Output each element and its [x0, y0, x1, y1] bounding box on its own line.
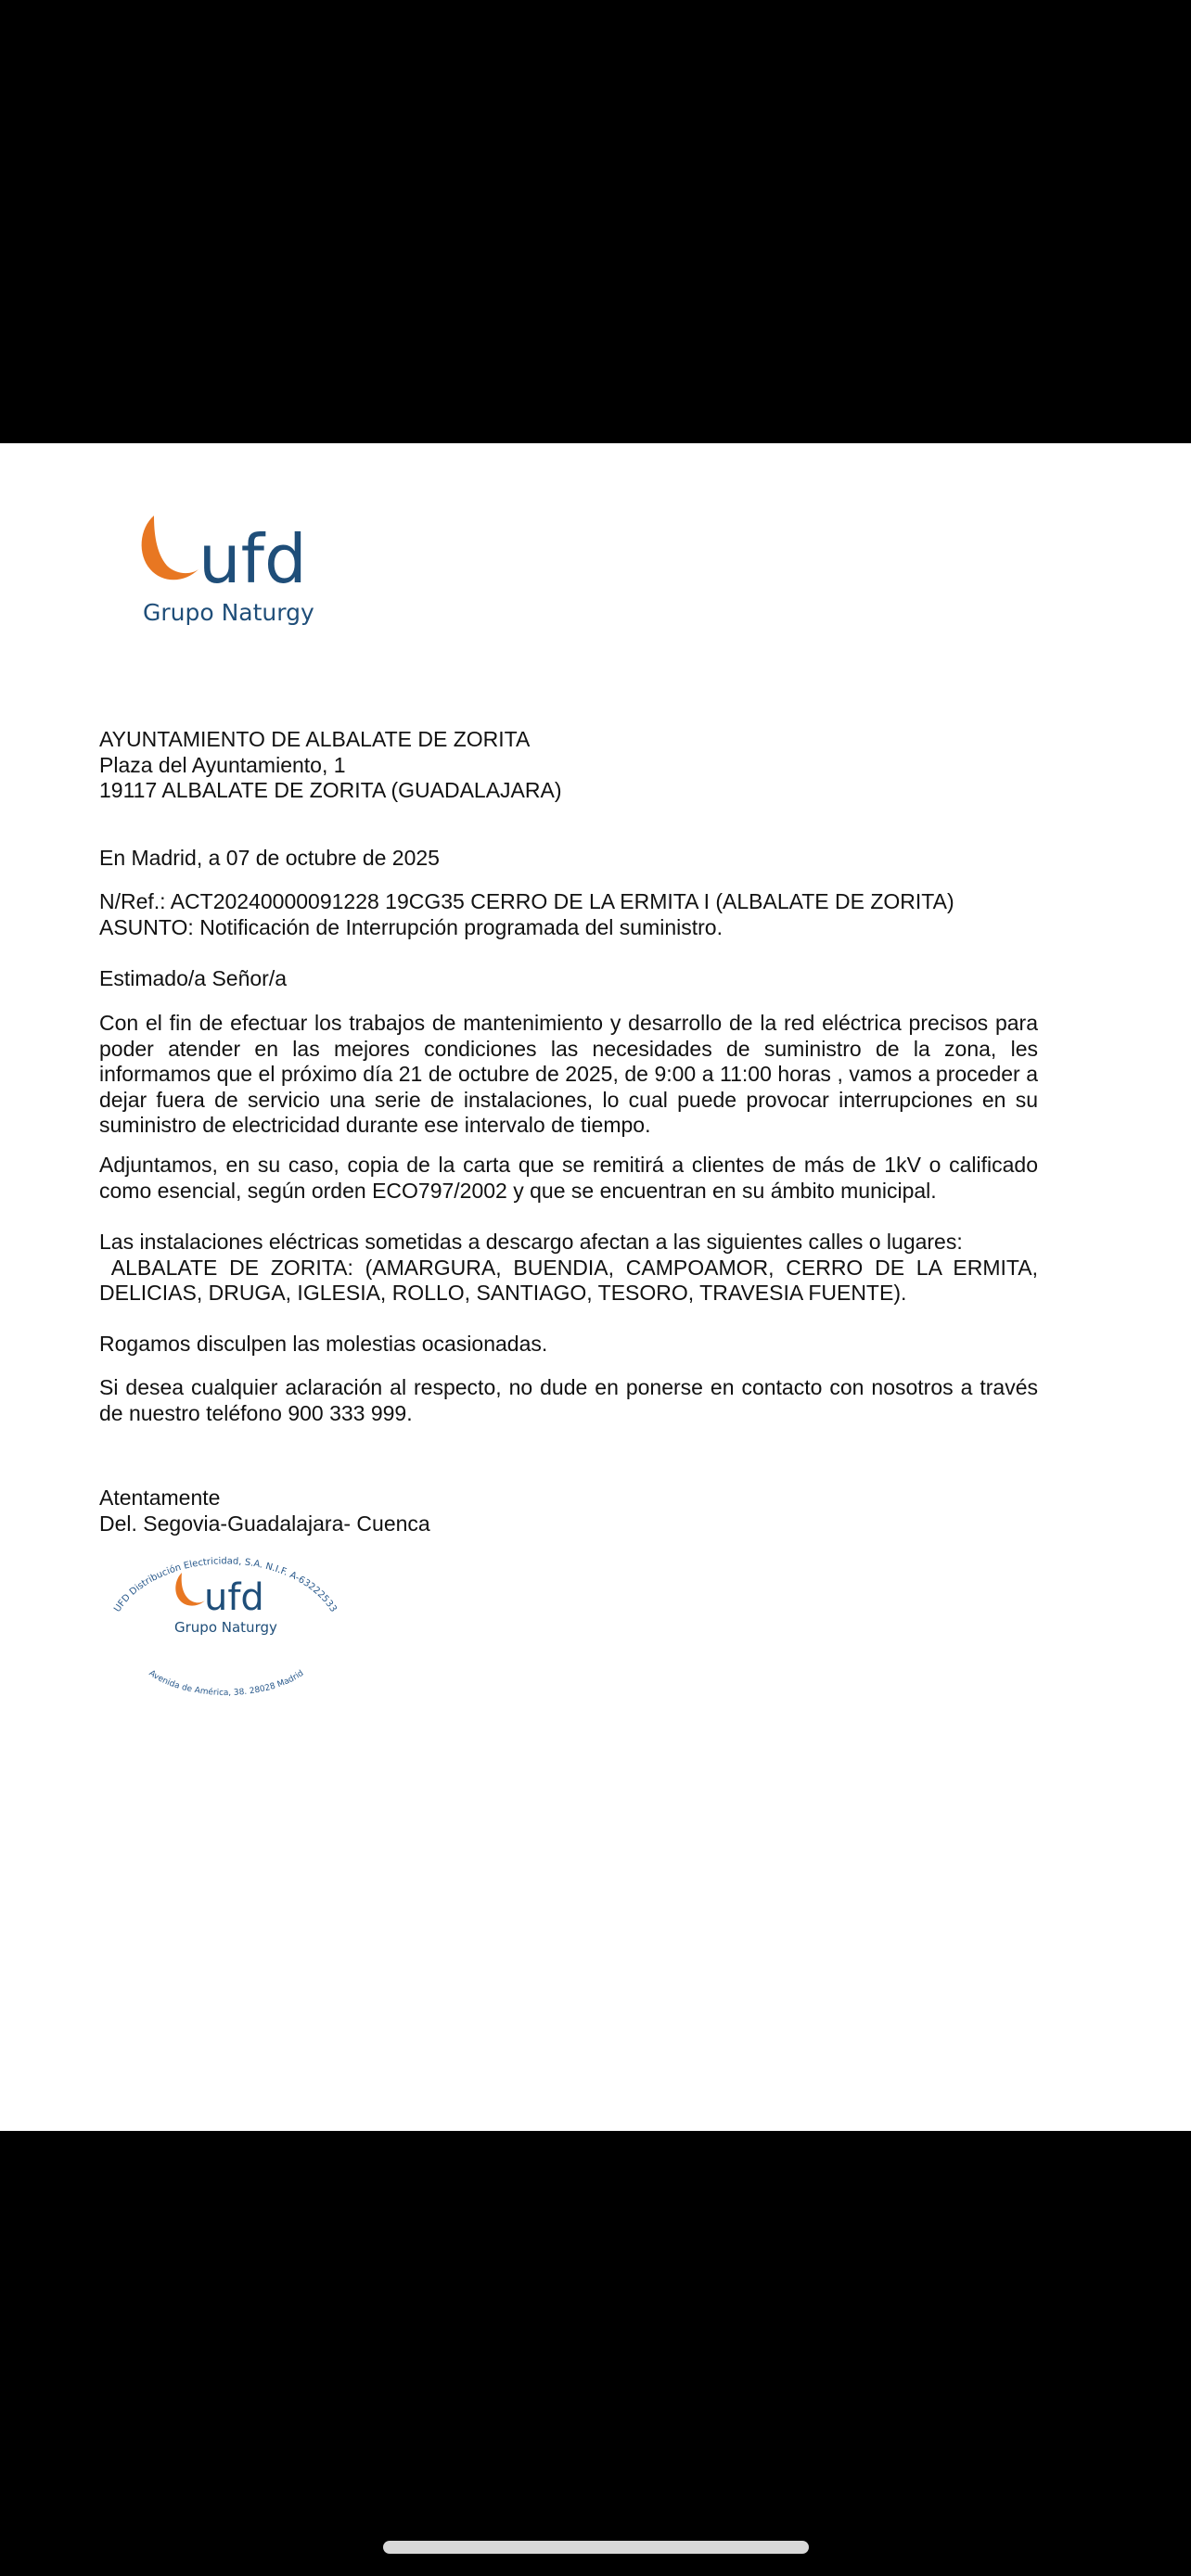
- body-paragraph-4: [99, 1332, 1038, 1358]
- logo-brand-text: ufd: [198, 520, 307, 598]
- greeting-text: Estimado/a Señor/a: [99, 966, 288, 990]
- closing-block: [99, 1486, 1038, 1537]
- stamp-tagline: Grupo Naturgy: [174, 1619, 277, 1636]
- stamp-brand-text: ufd: [204, 1576, 264, 1619]
- affected-streets-intro: Las instalaciones eléctricas sometidas a descargo afectan a las siguientes calles o lugares:: [99, 1230, 963, 1254]
- closing-department: Del. Segovia-Guadalajara- Cuenca: [99, 1511, 430, 1536]
- closing-salutation: Atentamente: [99, 1486, 221, 1510]
- body-paragraph-5: [99, 1375, 1038, 1426]
- recipient-name: AYUNTAMIENTO DE ALBALATE DE ZORITA: [99, 727, 531, 751]
- subject-line: ASUNTO: Notificación de Interrupción programada del suministro.: [99, 914, 723, 939]
- reference-line: N/Ref.: ACT20240000091228 19CG35 CERRO DE LA ERMITA I (ALBALATE DE ZORITA): [99, 889, 954, 913]
- body-paragraph-3: [99, 1230, 1044, 1307]
- ufd-naturgy-logo: [134, 508, 347, 629]
- date-text: En Madrid, a 07 de octubre de 2025: [99, 846, 440, 870]
- logo-tagline: Grupo Naturgy: [143, 599, 314, 626]
- stamp-orange-crescent-icon: [175, 1573, 205, 1606]
- recipient-postal: 19117 ALBALATE DE ZORITA (GUADALAJARA): [99, 778, 562, 802]
- paragraph-4-text: Rogamos disculpen las molestias ocasionadas.: [99, 1332, 548, 1356]
- logo-orange-crescent-icon: [142, 516, 198, 580]
- paragraph-1-text: Con el fin de efectuar los trabajos de mantenimiento y desarrollo de la red eléctrica precisos para poder atender en las mejores condiciones las necesidades de suministro de la zona, les informamos que el próximo día 21 de octubre de 2025, de 9:00 a 11:00 horas , vamos a proceder a dejar fuera de servicio una serie de instalaciones, lo cual puede provocar interrupciones en su suministro de electricidad durante ese intervalo de tiempo.: [99, 1011, 1038, 1137]
- stamp-arc-top-text: UFD Distribución Electricidad, S.A. N.I.F. A-63222533: [112, 1556, 339, 1614]
- paragraph-2-text: Adjuntamos, en su caso, copia de la carta que se remitirá a clientes de más de 1kV o calificado como esencial, según orden ECO797/2002 y que se encuentran en su ámbito municipal.: [99, 1153, 1038, 1203]
- company-stamp: [100, 1539, 349, 1697]
- date-line: [99, 846, 1038, 872]
- greeting-block: [99, 966, 1038, 992]
- letter-page: [0, 443, 1191, 2131]
- stamp-arc-bottom-text: Avenida de América, 38. 28028 Madrid: [147, 1668, 306, 1697]
- recipient-block: [99, 727, 1038, 804]
- reference-block: [99, 889, 1038, 940]
- paragraph-5-text: Si desea cualquier aclaración al respecto, no dude en ponerse en contacto con nosotros a través de nuestro teléfono 900 333 999.: [99, 1375, 1038, 1425]
- body-paragraph-1: [99, 1011, 1038, 1139]
- affected-streets-list: ALBALATE DE ZORITA: (AMARGURA, BUENDIA, CAMPOAMOR, CERRO DE LA ERMITA, DELICIAS, DRUGA, IGLESIA, ROLLO, SANTIAGO, TESORO, TRAVESIA FUENTE).: [99, 1255, 1044, 1305]
- recipient-address: Plaza del Ayuntamiento, 1: [99, 752, 346, 777]
- body-paragraph-2: [99, 1153, 1038, 1204]
- home-indicator[interactable]: [383, 2541, 809, 2554]
